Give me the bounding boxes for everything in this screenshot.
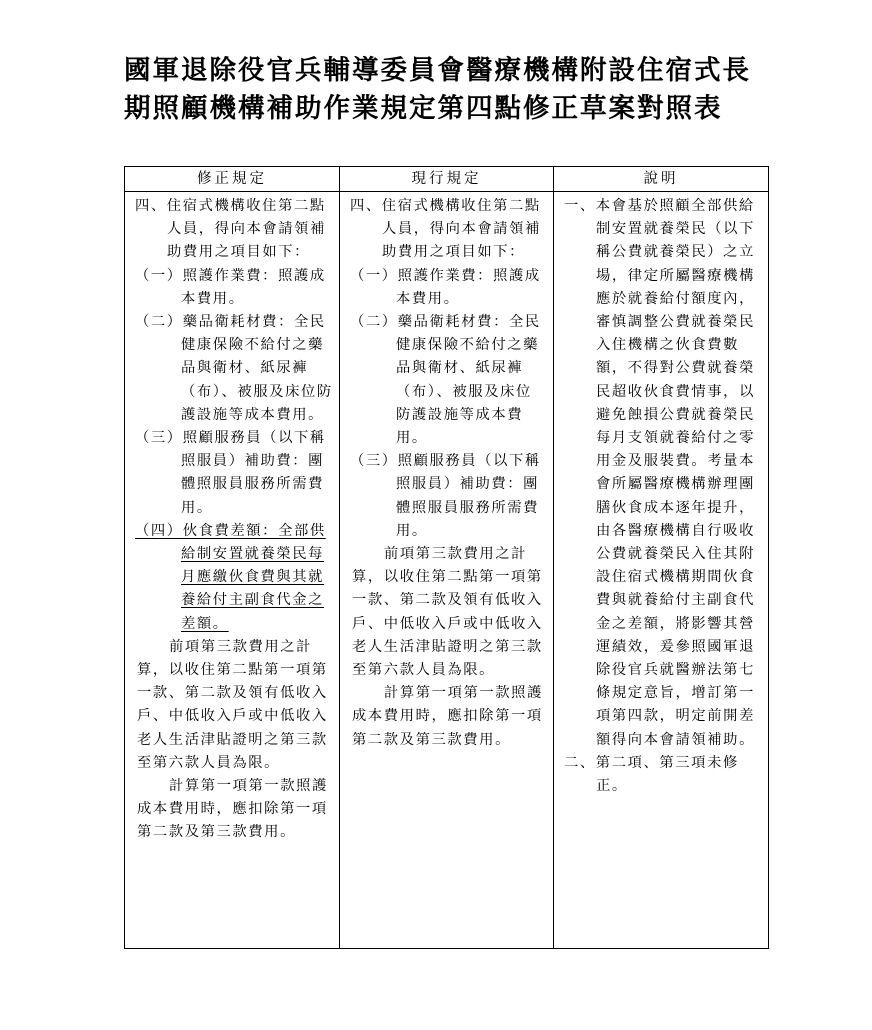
revised-sub-3: （三）照顧服務員（以下稱照服員）補助費：團體照服員服務所需費用。 [135,430,326,516]
note-2: 二、第二項、第三項未修正。 [564,754,739,795]
note-1: 一、本會基於照顧全部供給制安置就養榮民（以下稱公費就養榮民）之立場，律定所屬醫療機構應於就養給付額度內，審慎調整公費就養榮民入住機構之伙食費數額，不得對公費就養榮民超收伙食費情事，以避免蝕損公費就養榮民每月支領就養給付之零用金及服裝費。考量本會所屬醫療機構辦理團膳伙食成本逐年提升，由各醫療機構自行吸收公費就養榮民入住其附設住宿式機構期間伙食費與就養給付主副食代金之差額，將影響其營運績效，爰參照國軍退除役官兵就醫辦法第七條規定意旨，增訂第一項第四款，明定前開差額得向本會請領補助。 [564,198,755,748]
current-paragraph-2: 前項第三款費用之計算，以收住第二點第一項第一款、第二款及領有低收入戶、中低收入戶或中低收入老人生活津貼證明之第三款至第六款人員為限。 [352,546,543,679]
revised-column [125,192,340,949]
current-column [340,192,554,949]
document-title: 國軍退除役官兵輔導委員會醫療機構附設住宿式長期照顧機構補助作業規定第四點修正草案對照表 [124,55,751,124]
revised-sub-4-amendment: （四）伙食費差額：全部供給制安置就養榮民每月應繳伙食費與其就養給付主副食代金之差額。 [135,522,326,632]
revised-sub-1: （一）照護作業費：照護成本費用。 [135,267,326,307]
revised-item-4: 四、住宿式機構收住第二點人員，得向本會請領補助費用之項目如下： [135,198,326,261]
revised-paragraph-3: 計算第一項第一款照護成本費用時，應扣除第一項第二款及第三款費用。 [137,778,328,841]
header-notes: 說明 [554,167,769,192]
current-item-4: 四、住宿式機構收住第二點人員，得向本會請領補助費用之項目如下： [350,198,541,261]
notes-column [554,192,769,949]
current-sub-2: （二）藥品衛耗材費：全民健康保險不給付之藥品與衛材、紙尿褲（布）、被服及床位防護設施等成本費用。 [350,314,541,447]
current-paragraph-3: 計算第一項第一款照護成本費用時，應扣除第一項第二款及第三款費用。 [352,685,543,748]
revised-paragraph-2: 前項第三款費用之計算，以收住第二點第一項第一款、第二款及領有低收入戶、中低收入戶或中低收入老人生活津貼證明之第三款至第六款人員為限。 [137,638,328,771]
revised-sub-2: （二）藥品衛耗材費：全民健康保險不給付之藥品與衛材、紙尿褲（布）、被服及床位防護設施等成本費用。 [135,314,333,423]
current-sub-3: （三）照顧服務員（以下稱照服員）補助費：團體照服員服務所需費用。 [350,453,541,539]
header-current: 現行規定 [340,167,554,192]
current-sub-1: （一）照護作業費：照護成本費用。 [350,267,541,307]
header-revised: 修正規定 [125,167,340,192]
comparison-table [124,166,769,949]
